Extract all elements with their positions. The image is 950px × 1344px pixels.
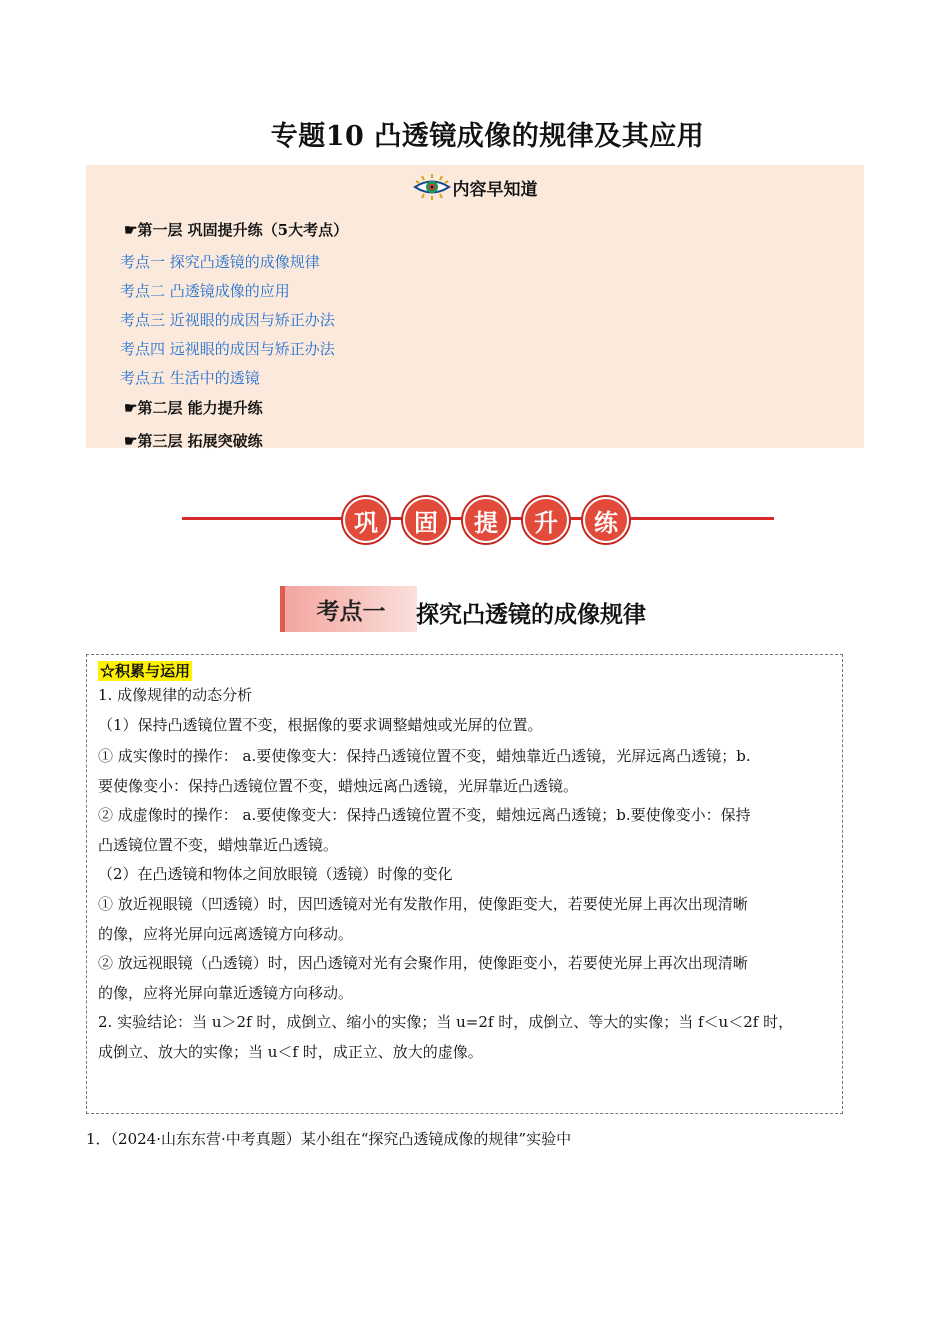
toc-item-1[interactable]: 考点一 探究凸透镜的成像规律 [120,253,320,271]
kaodian-title: 探究凸透镜的成像规律 [416,601,646,628]
notes-badge: ☆积累与运用 [100,662,191,680]
note-line: ① 成实像时的操作： a.要使像变大：保持凸透镜位置不变，蜡烛靠近凸透镜，光屏远离凸透镜；b. [98,747,751,765]
page-title: 专题10 凸透镜成像的规律及其应用 [270,121,705,152]
toc-item-5[interactable]: 考点五 生活中的透镜 [120,369,260,387]
note-line: 要使像变小：保持凸透镜位置不变，蜡烛远离凸透镜，光屏靠近凸透镜。 [98,777,579,795]
note-line: ① 放近视眼镜（凹透镜）时，因凹透镜对光有发散作用，使像距变大，若要使光屏上再次出现清晰 [98,895,748,913]
note-line: 成倒立、放大的实像；当 u＜f 时，成正立、放大的虚像。 [98,1043,483,1061]
banner-char: 提 [463,497,509,543]
banner-char: 练 [583,497,629,543]
notes-box [86,654,843,1114]
note-line: 的像，应将光屏向靠近透镜方向移动。 [98,984,354,1002]
eye-icon [413,173,451,201]
note-line: ② 成虚像时的操作： a.要使像变大：保持凸透镜位置不变，蜡烛远离凸透镜；b.要使像变小：保持 [98,806,751,824]
toc-header-label: 内容早知道 [452,179,538,200]
toc-panel [86,165,864,448]
toc-item-2[interactable]: 考点二 凸透镜成像的应用 [120,282,290,300]
banner-char: 升 [523,497,569,543]
toc-item-4[interactable]: 考点四 远视眼的成因与矫正办法 [120,340,335,358]
note-line: （2）在凸透镜和物体之间放眼镜（透镜）时像的变化 [98,865,453,883]
banner-char: 固 [403,497,449,543]
note-line: 1. 成像规律的动态分析 [98,686,253,704]
note-line: 的像，应将光屏向远离透镜方向移动。 [98,925,354,943]
banner-char: 巩 [343,497,389,543]
toc-layer-3[interactable]: ☛第三层 拓展突破练 [124,432,263,450]
note-line: 2. 实验结论：当 u＞2f 时，成倒立、缩小的实像；当 u=2f 时，成倒立、等大的实像；当 f＜u＜2f 时， [98,1013,794,1031]
toc-layer-2[interactable]: ☛第二层 能力提升练 [124,399,263,417]
toc-layer-1[interactable]: ☛第一层 巩固提升练（5大考点） [124,221,349,239]
toc-item-3[interactable]: 考点三 近视眼的成因与矫正办法 [120,311,335,329]
question-1: 1．（2024·山东东营·中考真题）某小组在“探究凸透镜成像的规律”实验中 [86,1130,572,1148]
toc-header [86,173,864,201]
note-line: 凸透镜位置不变，蜡烛靠近凸透镜。 [98,836,339,854]
kaodian-tag: 考点一 [280,586,417,632]
note-line: （1）保持凸透镜位置不变，根据像的要求调整蜡烛或光屏的位置。 [98,716,543,734]
note-line: ② 放远视眼镜（凸透镜）时，因凸透镜对光有会聚作用，使像距变小，若要使光屏上再次出现清晰 [98,954,748,972]
section-banner [343,497,629,541]
